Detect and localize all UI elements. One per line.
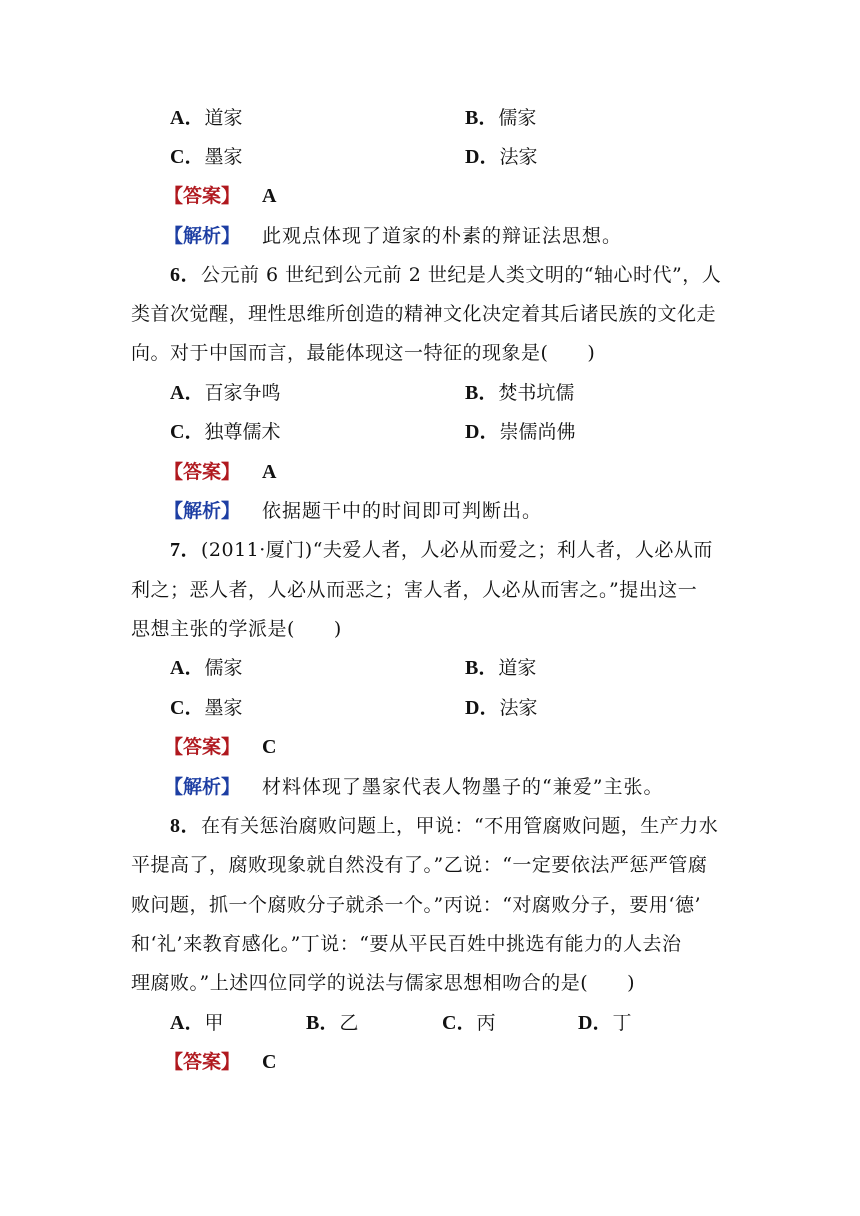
q6-option-a [170,379,280,407]
q7-option-c [170,694,242,722]
q5-option-a [170,104,242,132]
q8-option-b [306,1009,358,1037]
q8-option-a [170,1009,223,1037]
q6-option-c [170,418,280,446]
q8-option-d [578,1009,631,1037]
option-label: A． [170,1012,205,1034]
q8-answer [164,1048,276,1076]
q8-stem-line-5: 理腐败。”上述四位同学的说法与儒家思想相吻合的是( ) [131,972,636,994]
stem-text: 公元前 6 世纪到公元前 2 世纪是人类文明的“轴心时代”，人 [201,264,722,286]
q7-option-b [465,654,536,682]
q5-option-b [465,104,536,132]
answer-tag: 【答案】 [164,1051,241,1073]
option-text: 法家 [499,146,538,168]
analysis-tag: 【解析】 [164,776,241,798]
q6-stem-line-1 [170,261,721,289]
option-label: B． [306,1012,340,1034]
q5-answer [164,182,276,210]
q5-option-c [170,143,242,171]
q8-stem-line-2: 平提高了，腐败现象就自然没有了。”乙说：“一定要依法严惩严管腐 [131,854,708,876]
q8-option-c [442,1009,495,1037]
option-label: D． [465,146,500,168]
option-text: 道家 [498,657,537,679]
q6-option-b [465,379,574,407]
question-number: 6． [170,264,201,286]
option-text: 儒家 [498,107,537,129]
option-text: 崇儒尚佛 [499,421,576,443]
question-number: 8． [170,815,201,837]
option-label: C． [170,421,205,443]
option-text: 儒家 [204,657,243,679]
q7-answer [164,733,276,761]
q6-stem-line-3: 向。对于中国而言，最能体现这一特征的现象是( ) [131,342,596,364]
option-text: 道家 [204,107,243,129]
option-text: 甲 [204,1012,224,1034]
option-label: C． [442,1012,477,1034]
q7-option-a [170,654,242,682]
option-label: D． [578,1012,613,1034]
q7-stem-line-2: 利之；恶人者，人必从而恶之；害人者，人必从而害之。”提出这一 [131,579,698,601]
q6-answer [164,458,276,486]
analysis-text: 材料体现了墨家代表人物墨子的“兼爱”主张。 [262,776,664,798]
q6-analysis [164,497,542,525]
option-label: A． [170,657,205,679]
q7-stem-line-3: 思想主张的学派是( ) [131,618,342,640]
option-text: 墨家 [204,697,243,719]
option-label: D． [465,697,500,719]
answer-value: C [262,736,277,758]
q7-option-d [465,694,537,722]
answer-value: A [262,185,277,207]
option-label: A． [170,382,205,404]
option-label: C． [170,697,205,719]
q5-analysis [164,222,622,250]
option-label: A． [170,107,205,129]
answer-value: C [262,1051,277,1073]
q7-stem-line-1 [170,536,713,564]
stem-text: (2011·厦门)“夫爱人者，人必从而爱之；利人者，人必从而 [201,539,713,561]
question-number: 7． [170,539,201,561]
option-text: 独尊儒术 [204,421,281,443]
option-text: 焚书坑儒 [498,382,575,404]
q8-stem-line-4: 和‘礼’来教育感化。”丁说：“要从平民百姓中挑选有能力的人去治 [131,933,682,955]
q6-option-d [465,418,575,446]
q5-option-d [465,143,537,171]
analysis-tag: 【解析】 [164,500,241,522]
option-text: 丁 [612,1012,632,1034]
analysis-text: 依据题干中的时间即可判断出。 [262,500,543,522]
analysis-tag: 【解析】 [164,225,241,247]
q6-stem-line-2: 类首次觉醒，理性思维所创造的精神文化决定着其后诸民族的文化走 [131,303,717,325]
answer-tag: 【答案】 [164,461,241,483]
option-text: 丙 [476,1012,496,1034]
answer-tag: 【答案】 [164,736,241,758]
option-text: 百家争鸣 [204,382,281,404]
option-label: B． [465,382,499,404]
answer-value: A [262,461,277,483]
q8-stem-line-3: 败问题，抓一个腐败分子就杀一个。”丙说：“对腐败分子，要用‘德’ [131,894,702,916]
q8-stem-line-1 [170,812,718,840]
analysis-text: 此观点体现了道家的朴素的辩证法思想。 [262,225,623,247]
option-label: D． [465,421,500,443]
option-text: 法家 [499,697,538,719]
answer-tag: 【答案】 [164,185,241,207]
q7-analysis [164,773,663,801]
option-text: 乙 [339,1012,359,1034]
option-label: B． [465,107,499,129]
stem-text: 在有关惩治腐败问题上，甲说：“不用管腐败问题，生产力水 [201,815,719,837]
option-text: 墨家 [204,146,243,168]
option-label: C． [170,146,205,168]
option-label: B． [465,657,499,679]
